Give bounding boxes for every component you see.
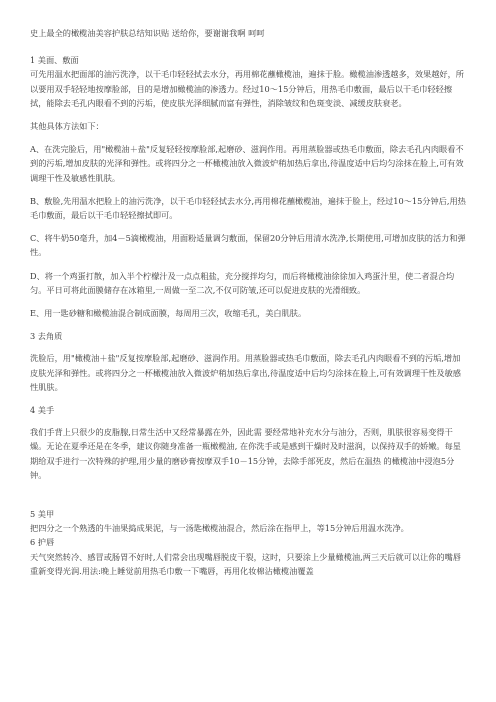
spacer (30, 343, 466, 351)
section-5-text: 把四分之一个熟透的牛油果捣成果泥，与一汤匙橄榄油混合，然后涂在指甲上，等15分钟后用温水洗净。 (30, 523, 409, 534)
section-6-text: 天气突然转冷、感冒或肠胃不好时,人们常会出现嘴唇脱皮干裂，这时，只要涂上少量橄榄油,两三天后就可以让你的嘴唇重新变得光润.用法:晚上睡觉前用热毛巾敷一下嘴唇，再用化妆棉沾橄榄油覆盖 (30, 551, 461, 576)
section-6-heading: 6 护唇 (30, 537, 55, 548)
method-a-text: A、在洗完脸后，用"橄榄油＋盐"反复轻轻按摩脸部,起磨砂、滋润作用。再用蒸脸器或热毛巾敷面，除去毛孔内肉眼看不到的污垢,增加皮肤的光泽和弹性。或将四分之一杯橄榄油放入微波炉稍加热后拿出,待温度适中后均匀涂抹在脸上,可有效调理干性及敏感性肌肤。 (30, 144, 464, 183)
section-4-heading: 4 美手 (30, 405, 55, 416)
method-e-text: E、用一匙砂糖和橄榄油混合制成面膜，每周用三次，收缩毛孔，美白肌肤。 (30, 308, 307, 319)
section-3-text: 洗脸后，用"橄榄油＋盐"反复按摩脸部,起磨砂、滋润作用。用蒸脸器或热毛巾敷面，除去毛孔内肉眼看不到的污垢,增加皮肤光泽和弹性。或将四分之一杯橄榄油放入微波炉稍加热后拿出,待温度适中后均匀涂抹在脸上,可有效调理干性及敏感性肌肤。 (30, 353, 461, 392)
section-5-heading: 5 美甲 (30, 509, 55, 520)
section-1-heading: 1 美面、敷面 (30, 55, 79, 66)
section-4-text: 我们手背上只很少的皮脂腺,日常生活中又经常暴露在外，因此需 要经常地补充水分与油分，否则，肌肤很容易变得干燥。无论在夏季还是在冬季，建议你随身准备一瓶橄榄油, 在你洗手或是感到干燥时及时滋润，以保持双手的娇嫩。每星期给双手进行一次特殊的护理,用少量的磨砂膏按摩双手10－15分钟，去除手部死皮，然后在温热 的橄榄油中浸泡5分钟。 (30, 427, 461, 480)
other-methods-label: 其他具体方法如下： (30, 121, 104, 132)
method-b-text: B、敷脸,先用温水把脸上的油污洗净，以干毛巾轻轻拭去水分,再用棉花蘸橄榄油，遍抹于脸上，经过10～15分钟后,用热毛巾敷面，最后以干毛巾轻轻擦拭即可。 (30, 195, 466, 221)
spacer (30, 491, 466, 507)
document-title: 史上最全的橄榄油美容护肤总结知识贴 送给你，要谢谢我啊 呵呵 (30, 28, 265, 38)
method-d-text: D、将一个鸡蛋打散，加入半个柠檬汁及一点点粗盐，充分搅拌均匀，而后将橄榄油徐徐加入鸡蛋汁里，使二者混合均匀。平日可将此面膜储存在冰箱里,一周做一至二次,不仅可防皱,还可以促进皮肤的光滑细致。 (30, 270, 455, 295)
section-3-heading: 3 去角质 (30, 331, 63, 342)
section-1-text: 可先用温水把面部的油污洗净，以干毛巾轻轻拭去水分，再用棉花蘸橄榄油，遍抹于脸。橄榄油渗透越多，效果越好，所以要用双手轻轻地按摩脸部，目的是增加橄榄油的渗透力。经过10～15分钟后，用热毛巾敷面，最后以干毛巾轻轻擦拭，能除去毛孔内眼看不到的污垢，使皮肤光泽细腻而富有弹性，消除皱纹和色斑变淡、减缓皮肤衰老。 (30, 69, 464, 108)
spacer (30, 417, 466, 425)
method-c-text: C、将牛奶50毫升，加4－5滴橄榄油，用面粉适量调匀敷面，保留20分钟后用清水洗净,长期使用,可增加皮肤的活力和弹性。 (30, 233, 466, 258)
